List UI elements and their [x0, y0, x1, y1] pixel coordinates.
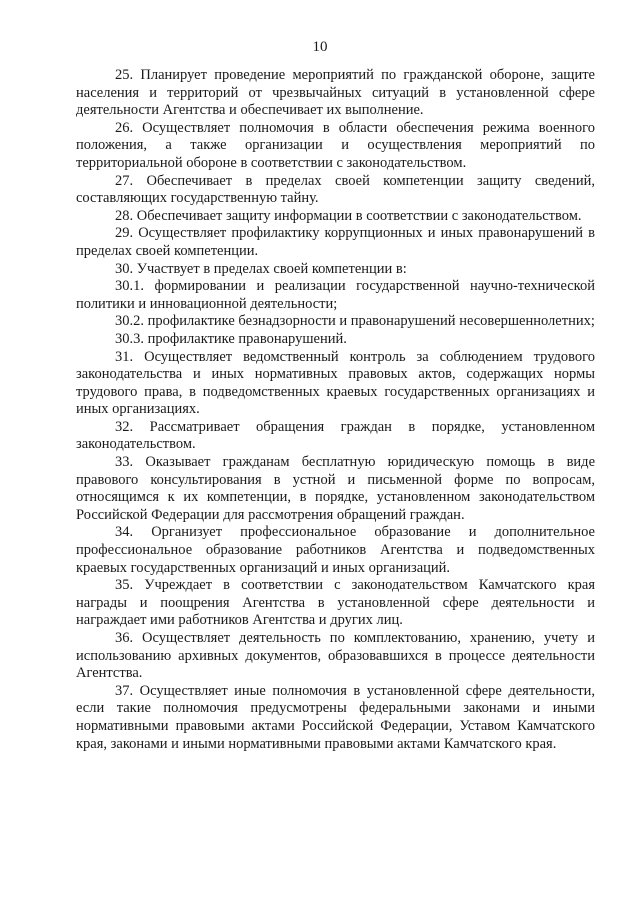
- paragraph-28: 28. Обеспечивает защиту информации в соответствии с законодательством.: [115, 207, 582, 224]
- paragraph-30-3: 30.3. профилактике правонарушений.: [115, 330, 347, 347]
- paragraph-31: 31. Осуществляет ведомственный контроль за соблюдением трудового законодательства и иных нормативных правовых актов, содержащих нормы трудового права, в подведомственных краевых государственных организациях и иных организациях.: [76, 348, 595, 418]
- paragraph-30-2: 30.2. профилактике безнадзорности и правонарушений несовершеннолетних;: [115, 313, 595, 330]
- paragraph-37: 37. Осуществляет иные полномочия в установленной сфере деятельности, если такие полномочия предусмотрены федеральными законами и иными нормативными правовыми актами Российской Федерации, Уставом Камчатского края, законами и иными нормативными правовыми актами Камчатского края.: [76, 682, 595, 752]
- paragraph-30: 30. Участвует в пределах своей компетенции в:: [115, 260, 407, 277]
- paragraph-36: 36. Осуществляет деятельность по комплектованию, хранению, учету и использованию архивных документов, образовавшихся в процессе деятельности Агентства.: [76, 630, 595, 682]
- paragraph-35: 35. Учреждает в соответствии с законодательством Камчатского края награды и поощрения Агентства в установленной сфере деятельности и награждает ими работников Агентства и других лиц.: [76, 577, 595, 629]
- paragraph-29: 29. Осуществляет профилактику коррупционных и иных правонарушений в пределах своей компетенции.: [76, 225, 595, 259]
- paragraph-26: 26. Осуществляет полномочия в области обеспечения режима военного положения, а также организации и осуществления мероприятий по территориальной обороне в соответствии с законодательством.: [76, 119, 595, 171]
- page-number: 10: [312, 39, 328, 55]
- paragraph-32: 32. Рассматривает обращения граждан в порядке, установленном законодательством.: [76, 418, 595, 453]
- paragraph-34: 34. Организует профессиональное образование и дополнительное профессиональное образование работников Агентства и подведомственных краевых государственных организаций и иных организаций.: [76, 524, 595, 576]
- paragraph-33: 33. Оказывает гражданам бесплатную юридическую помощь в виде правового консультирования в устной и письменной форме по вопросам, относящимся к их компетенции, в порядке, установленном законодательством Российской Федерации для рассмотрения обращений граждан.: [76, 454, 595, 523]
- document-body: [76, 67, 595, 753]
- paragraph-25: 25. Планирует проведение мероприятий по гражданской обороне, защите населения и территорий от чрезвычайных ситуаций в установленной сфере деятельности Агентства и обеспечивает их выполнение.: [76, 67, 595, 119]
- paragraph-30-1: 30.1. формировании и реализации государственной научно-технической политики и инновационной деятельности;: [76, 278, 595, 312]
- paragraph-27: 27. Обеспечивает в пределах своей компетенции защиту сведений, составляющих государственную тайну.: [76, 172, 595, 207]
